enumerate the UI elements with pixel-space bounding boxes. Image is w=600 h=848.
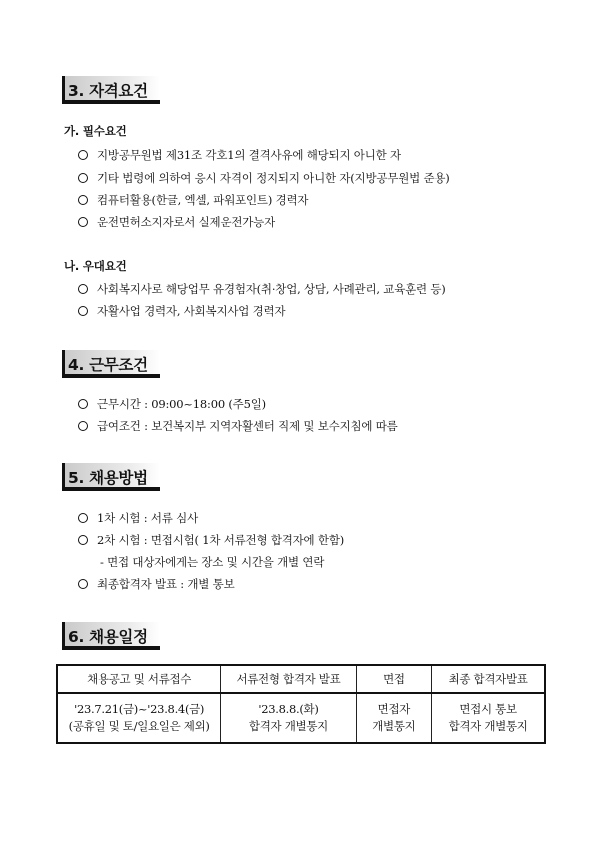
section-title: 근무조건 [89,356,148,374]
list-item: 컴퓨터활용(한글, 엑셀, 파워포인트) 경력자 [78,192,308,208]
section-number: 3. [68,82,85,100]
table-cell: 면접시 통보 합격자 개별통지 [432,693,545,743]
circle-bullet-icon [78,579,88,589]
list-item: 근무시간 : 09:00~18:00 (주5일) [78,396,266,412]
circle-bullet-icon [78,399,88,409]
table-header-cell: 최종 합격자발표 [432,665,545,693]
table-cell: '23.8.8.(화) 합격자 개별통지 [221,693,356,743]
circle-bullet-icon [78,173,88,183]
section-title: 채용일정 [89,628,148,646]
required-heading: 가. 필수요건 [64,124,127,138]
section-heading-hiring-method [62,463,162,493]
list-item: 자활사업 경력자, 사회복지사업 경력자 [78,303,285,319]
table-cell: '23.7.21(금)~'23.8.4(금) (공휴일 및 토/일요일은 제외) [57,693,221,743]
circle-bullet-icon [78,535,88,545]
list-item: 기타 법령에 의하여 응시 자격이 정지되지 아니한 자(지방공무원법 준용) [78,170,450,186]
list-item: 운전면허소지자로서 실제운전가능자 [78,214,275,230]
list-sub-item: - 면접 대상자에게는 장소 및 시간을 개별 연락 [100,555,325,569]
circle-bullet-icon [78,421,88,431]
circle-bullet-icon [78,513,88,523]
section-heading-schedule [62,622,162,652]
list-item: 급여조건 : 보건복지부 지역자활센터 직제 및 보수지침에 따름 [78,418,398,434]
circle-bullet-icon [78,150,88,160]
section-number: 6. [68,628,85,646]
list-item: 사회복지사로 해당업무 유경험자(취·창업, 상담, 사례관리, 교육훈련 등) [78,281,446,297]
list-item: 1차 시험 : 서류 심사 [78,510,198,526]
section-heading-qualifications [62,76,162,106]
circle-bullet-icon [78,284,88,294]
table-header-cell: 서류전형 합격자 발표 [221,665,356,693]
list-item: 2차 시험 : 면접시험( 1차 서류전형 합격자에 한함) [78,532,344,548]
section-title: 채용방법 [89,469,148,487]
table-cell: 면접자 개별통지 [356,693,432,743]
section-number: 5. [68,469,85,487]
circle-bullet-icon [78,195,88,205]
list-item: 지방공무원법 제31조 각호1의 결격사유에 해당되지 아니한 자 [78,147,401,163]
table-header-cell: 면접 [356,665,432,693]
preferred-heading: 나. 우대요건 [64,259,127,273]
table-header-cell: 채용공고 및 서류접수 [57,665,221,693]
section-number: 4. [68,356,85,374]
circle-bullet-icon [78,217,88,227]
circle-bullet-icon [78,306,88,316]
section-heading-work-conditions [62,350,162,380]
table-row [57,693,545,743]
schedule-table [56,664,546,744]
section-title: 자격요건 [89,82,148,100]
table-header-row [57,665,545,693]
list-item: 최종합격자 발표 : 개별 통보 [78,576,235,592]
